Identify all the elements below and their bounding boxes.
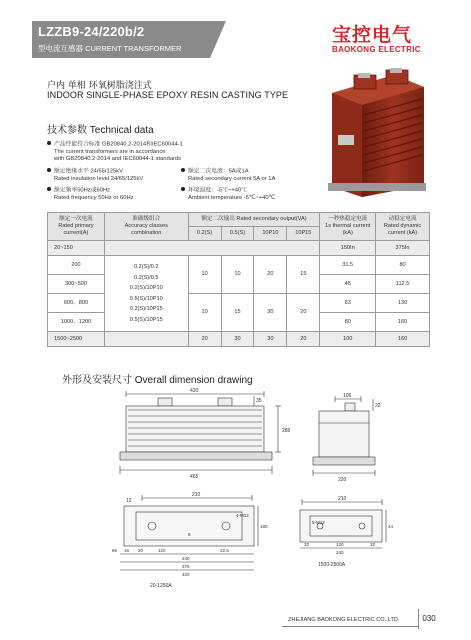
cell-primary: 20~150: [48, 241, 105, 256]
header-accuracy: [104, 213, 188, 241]
header-output-col: 10P15: [287, 227, 320, 241]
cell-thermal: 63: [320, 294, 376, 313]
header-text: current (kA): [387, 230, 418, 236]
header-text: Rated primary: [58, 223, 94, 229]
cell-output: 15: [221, 294, 254, 332]
cell-primary: 200: [48, 256, 105, 275]
dimension-heading: 外形及安装尺寸 Overall dimension drawing: [62, 375, 253, 386]
spec-frequency-cn: 额定频率50Hz或60Hz: [54, 187, 111, 194]
spec-standard-en2: with GB20840.2-2014 and IEC60044-1 standards: [54, 155, 181, 162]
header-text: combination: [131, 230, 162, 236]
header-text: current(A): [63, 230, 89, 236]
spec-frequency: [47, 187, 134, 202]
cell-thermal: 80: [320, 313, 376, 332]
table-row: [48, 256, 430, 275]
dim-plan2-d2: 120: [336, 542, 344, 547]
header-output-col: 10P10: [254, 227, 287, 241]
model-title-bar: [32, 21, 210, 58]
cell-dynamic: 130: [376, 294, 430, 313]
model-subtitle: 型电流互感器 CURRENT TRANSFORMER: [38, 44, 182, 53]
accuracy-item: 0.2(S)/10P15: [129, 306, 163, 312]
header-text: 准确级组合: [132, 216, 161, 222]
cell-dynamic: 112.5: [376, 275, 430, 294]
spec-insulation: [47, 168, 143, 183]
brand-name-en: BAOKONG ELECTRIC: [332, 45, 421, 54]
dim-front-height: 285: [282, 428, 291, 434]
cell-dynamic: 160: [376, 332, 430, 347]
dim-plan-d3: 20: [138, 548, 144, 553]
cell-dynamic: 80: [376, 256, 430, 275]
page-number: 030: [422, 614, 436, 623]
cell-primary: 600、800: [48, 294, 105, 313]
bullet-icon: [47, 141, 51, 145]
cell-thermal: 100: [320, 332, 376, 347]
spec-standard-cn: 产品性能符合标准 GB20840.2-2014和IEC60044-1: [54, 141, 183, 148]
model-title: LZZB9-24/220b/2: [38, 24, 145, 39]
dim-plan-d4: 120: [158, 548, 166, 553]
cell-empty: [104, 241, 319, 256]
dim-plan-d6: 240: [182, 556, 190, 561]
cell-dynamic: 160: [376, 313, 430, 332]
dim-side-width: 106: [343, 393, 352, 399]
footer-company: ZHEJIANG BAOKONG ELECTRIC CO.,LTD.: [288, 617, 400, 623]
cell-primary: 1500~2500: [48, 332, 105, 347]
spec-standard-en1: The current transformers are in accordance: [54, 148, 166, 155]
dim-side-base: 220: [338, 477, 347, 483]
technical-data-table: [47, 212, 430, 347]
spec-secondary-en: Rated secondary current 5A or 1A: [188, 175, 276, 182]
bullet-icon: [47, 187, 51, 191]
dim-plan2-top: 210: [338, 496, 347, 502]
header-text: 1s thermal current: [325, 223, 371, 229]
cell-primary: 300~500: [48, 275, 105, 294]
cell-output: 30: [254, 332, 287, 347]
product-photo: [314, 65, 432, 200]
dim-plan-height: 180: [260, 524, 268, 529]
header-text: Accuracy classes: [124, 223, 168, 229]
front-view-drawing: [118, 388, 298, 480]
cell-thermal: 45: [320, 275, 376, 294]
side-view-drawing: [305, 393, 385, 483]
cell-output: 10: [188, 256, 221, 294]
spec-temperature: [181, 187, 275, 202]
header-text: 动稳定电流: [388, 216, 417, 222]
header-text: 额定一次电流: [59, 216, 93, 222]
dim-plan-d5: 22.5: [220, 548, 229, 553]
header-output-col: 0.2(S): [188, 227, 221, 241]
cell-output: 10: [221, 256, 254, 294]
dim-plan2-holes: 5-M12: [312, 520, 325, 525]
cell-output: 20: [287, 294, 320, 332]
cell-dynamic: 375In: [376, 241, 430, 256]
accuracy-item: 0.5(S)/10P10: [129, 295, 163, 302]
header-text: Rated dynamic: [383, 223, 422, 229]
cell-output: 15: [287, 256, 320, 294]
dim-plan-d2: 16: [124, 548, 130, 553]
header-text: (kA): [342, 230, 353, 236]
spec-standard: [47, 141, 183, 163]
header-text: 一秒热稳定电流: [328, 216, 368, 222]
footer-divider: [282, 626, 418, 627]
dim-front-width: 420: [190, 388, 199, 394]
spec-temperature-cn: 环境温度：-5℃~+40℃: [188, 187, 247, 194]
dim-plan-d1: 86: [112, 548, 118, 553]
intro-cn: 户内 单相 环氧树脂浇注式: [47, 81, 152, 91]
spec-temperature-en: Ambient temperature -5℃~+40℃: [188, 194, 276, 201]
bullet-icon: [181, 187, 185, 191]
header-secondary-output: 额定二次输出 Rated secondary output(VA): [188, 213, 320, 227]
spec-insulation-cn: 额定绝缘水平 24/65/125kV: [54, 168, 123, 175]
plan-view-2500a: [296, 496, 396, 571]
dim-plan-small: 8: [188, 532, 191, 537]
accuracy-item: 0.5(S)/10P15: [129, 316, 163, 323]
plan-view-1250a: [112, 492, 272, 592]
dim-plan-d8: 420: [182, 572, 190, 577]
spec-secondary: [181, 168, 275, 183]
accuracy-item: 0.2(S)/10P10: [129, 285, 163, 291]
header-dynamic-current: [376, 213, 430, 241]
bullet-icon: [181, 168, 185, 172]
table-row: [48, 332, 430, 347]
plan-caption-1250a: 20-1250A: [150, 583, 172, 589]
dim-plan-d7: 375: [182, 564, 190, 569]
accuracy-item: 0.2(S)/0.5: [133, 274, 159, 281]
cell-output: 20: [287, 332, 320, 347]
dim-plan-holes: 4-M12: [236, 513, 249, 518]
dim-plan-top: 210: [192, 492, 201, 498]
dim-side-top: 22: [375, 403, 381, 409]
cell-empty: [104, 332, 188, 347]
title-bar-corner: [210, 21, 226, 58]
cell-accuracy-list: [104, 256, 188, 332]
spec-insulation-en: Rated insulation level 24/65/125kV: [54, 175, 144, 182]
dim-plan2-d1: 32: [304, 542, 310, 547]
header-primary-current: [48, 213, 105, 241]
dim-plan2-height: 44: [388, 524, 394, 529]
header: [0, 0, 471, 62]
accuracy-item: 0.2(S)/0.2: [133, 264, 159, 270]
header-output-col: 0.5(S): [221, 227, 254, 241]
cell-output: 10: [188, 294, 221, 332]
cell-output: 30: [221, 332, 254, 347]
dim-front-top: 35: [256, 398, 262, 404]
cell-primary: 1000、1200: [48, 313, 105, 332]
spec-secondary-cn: 额定二次电流：5A或1A: [188, 168, 249, 175]
cell-output: 20: [254, 256, 287, 294]
bullet-icon: [47, 168, 51, 172]
dim-plan2-d3: 32: [370, 542, 376, 547]
dim-front-base: 465: [190, 474, 199, 480]
dim-plan-left: 12: [126, 498, 132, 504]
intro-en: INDOOR SINGLE-PHASE EPOXY RESIN CASTING TYPE: [47, 90, 289, 100]
cell-output: 30: [254, 294, 287, 332]
cell-thermal: 31.5: [320, 256, 376, 275]
brand-logo: [332, 20, 444, 58]
header-thermal-current: [320, 213, 376, 241]
brand-name-cn: 宝控电气: [332, 24, 413, 46]
cell-output: 20: [188, 332, 221, 347]
cell-thermal: 150In: [320, 241, 376, 256]
plan-caption-2500a: 1500-2500A: [318, 562, 346, 568]
table-row: [48, 241, 430, 256]
spec-frequency-en: Rated frequency 50Hz or 60Hz: [54, 194, 134, 201]
dim-plan2-d4: 240: [336, 550, 344, 555]
tech-heading: 技术参数 Technical data: [47, 125, 154, 136]
